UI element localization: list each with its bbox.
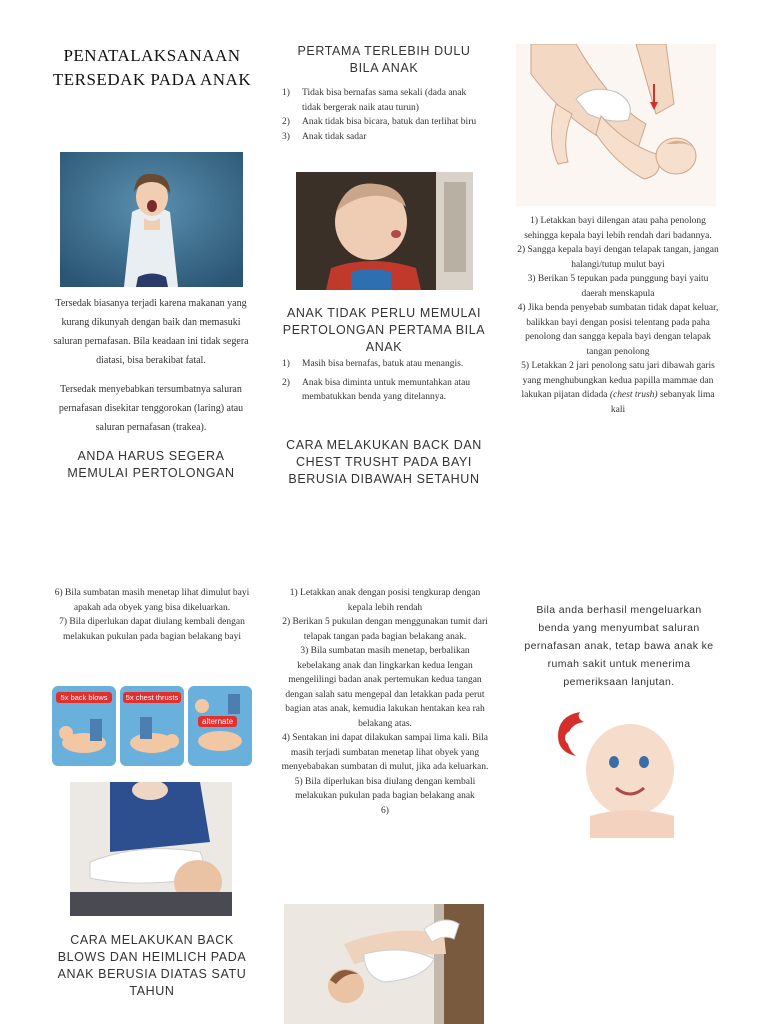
alternate-panel [188, 686, 252, 766]
no-help-needed-heading: ANAK TIDAK PERLU MEMULAI PERTOLONGAN PERTAMA BILA ANAK [282, 306, 486, 354]
cpr-steps-strip [52, 686, 252, 766]
infant-back-blow-illustration [516, 44, 716, 206]
page-title: PENATALAKSANAAN TERSEDAK PADA ANAK [52, 46, 252, 89]
list-item: 1) Masih bisa bernafas, batuk atau menangis. [282, 359, 464, 369]
no-help-list [282, 357, 482, 405]
child-back-blow-photo [70, 782, 232, 916]
choking-girl-photo [60, 152, 243, 287]
child-steps-list [280, 586, 490, 818]
list-item: 6) Bila sumbatan masih menetap lihat dimulut bayi apakah ada obyek yang bisa dikeluarkan. [54, 588, 250, 613]
closing-advice: Bila anda berhasil mengeluarkan benda yang menyumbat saluran pernafasan anak, tetap bawa anak ke rumah sakit untuk menerima pemeriksaan lanjutan. [524, 604, 714, 688]
list-item: 4) Jika benda penyebab sumbatan tidak dapat keluar, balikkan bayi dengan posisi telentang pada paha penolong dan sangga kepala bayi dengan telapak tangan penolong [517, 303, 719, 357]
list-item: 2) Sangga kepala bayi dengan telapak tangan, jangan halangi/tutup mulut bayi [517, 245, 719, 270]
child-technique-heading: CARA MELAKUKAN BACK BLOWS DAN HEIMLICH PADA ANAK BERUSIA DIATAS SATU TAHUN [57, 933, 247, 998]
smiling-baby-photo [550, 704, 684, 838]
chest-trush-term: (chest trush) [609, 390, 658, 400]
infant-technique-heading: CARA MELAKUKAN BACK DAN CHEST TRUSHT PADA BAYI BERUSIA DIBAWAH SETAHUN [286, 438, 482, 486]
danger-signs-list [282, 86, 482, 144]
start-help-heading: ANDA HARUS SEGERA MEMULAI PERTOLONGAN [67, 449, 235, 480]
list-item: 2) Anak tidak bisa bicara, batuk dan terlihat biru [282, 117, 477, 127]
chest-thrusts-panel [120, 686, 184, 766]
list-item: 3) Bila sumbatan masih menetap, berbalikan kebelakang anak dan lingkarkan kedua lengan mengelilingi badan anak pertemukan kedua tangan dengan salah satu mengepal dan letakkan pada perut bagian atas anak, kemudia lakukan hentakan kea rah belakang atas. [285, 646, 485, 729]
back-blows-panel [52, 686, 116, 766]
list-item: 1) Tidak bisa bernafas sama sekali (dada anak tidak bergerak naik atau turun) [282, 88, 467, 113]
list-item: 1) Letakkan bayi dilengan atau paha penolong sehingga kepala bayi lebih rendah dari badannya. [524, 216, 712, 241]
list-item: 4) Sentakan ini dapat dilakukan sampai lima kali. Bila masih terjadi sumbatan menetap lihat obyek yang menyebabakan sumbatan di mulut, jika ada keluarkan. [281, 733, 489, 772]
strip-label: 5x chest thrusts [123, 692, 181, 703]
intro-paragraph: Tersedak biasanya terjadi karena makanan yang kurang dikunyah dengan baik dan memasuki saluran pernafasan. Bila keadaan ini tidak segera diatasi, bisa berakibat fatal. [53, 298, 249, 366]
when-to-help-heading: PERTAMA TERLEBIH DULU BILA ANAK [297, 44, 471, 75]
list-item: 1) Letakkan anak dengan posisi tengkurap dengan kepala lebih rendah [289, 588, 481, 613]
list-item: 5) Letakkan 2 jari penolong satu jari dibawah garis yang menghubungkan kedua papilla mammae dan lakukan pijatan didada (chest trush) sebanyak lima kali [521, 361, 715, 415]
strip-label: 5x back blows [56, 692, 112, 703]
list-item: 2) Anak bisa diminta untuk memuntahkan atau membatukkan benda yang ditelannya. [282, 377, 471, 402]
list-item: 7) Bila diperlukan dapat diulang kembali dengan melakukan pukulan pada bagian belakang bayi [59, 617, 245, 642]
crying-baby-photo [296, 172, 473, 290]
child-over-arm-photo [284, 904, 484, 1024]
list-item: 6) [381, 805, 389, 816]
list-item: 3) Berikan 5 tepukan pada punggung bayi yaitu daerah menskapula [527, 274, 709, 299]
list-item: 3) Anak tidak sadar [282, 131, 367, 142]
list-item: 2) Berikan 5 pukulan dengan menggunakan tumit dari telapak tangan pada bagian belakang anak. [282, 617, 488, 642]
infant-steps-list [514, 214, 722, 417]
infant-steps-continued [52, 586, 252, 644]
list-item: 5) Bila diperlukan bisa diulang dengan kembali melakukan pukulan pada bagian belakang anak [294, 776, 476, 801]
cause-paragraph: Tersedak menyebabkan tersumbatnya saluran pernafasan disekitar tenggorokan (laring) atau saluran pernafasan (trakea). [58, 384, 244, 433]
strip-label: alternate [198, 716, 237, 727]
